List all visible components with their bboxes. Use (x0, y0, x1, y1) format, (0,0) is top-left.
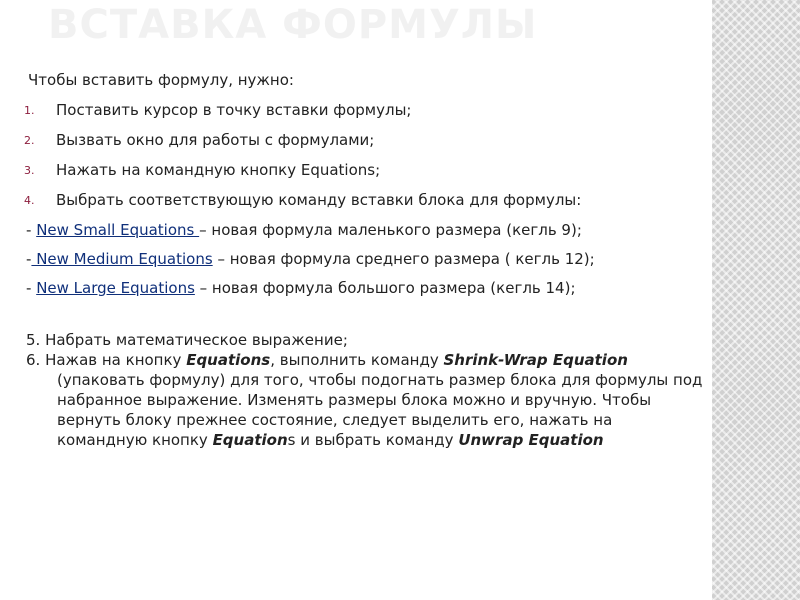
list-number: 2. (24, 134, 35, 147)
option-description: – новая формула маленького размера (кегль 9); (199, 221, 582, 239)
option-medium (26, 249, 706, 269)
list-item (26, 160, 706, 180)
text-run: 6. Нажав на кнопку (26, 351, 187, 369)
new-large-equations-link[interactable]: New Large Equations (36, 279, 195, 297)
slide-body (26, 70, 706, 450)
option-dash: - (26, 221, 37, 239)
unwrap-term: Unwrap Equation (458, 431, 604, 449)
list-number: 4. (24, 194, 35, 207)
decorative-side-panel (712, 0, 800, 600)
list-number: 3. (24, 164, 35, 177)
equations-term: Equations (186, 351, 271, 369)
spacer (26, 307, 706, 330)
option-large (26, 278, 706, 298)
list-item-text: Поставить курсор в точку вставки формулы; (56, 101, 412, 119)
list-item (26, 130, 706, 150)
text-run: (упаковать формулу) для того, чтобы подогнать размер блока для формулы под набранное выражение. Изменять размеры блока можно и вручную. Чтобы вернуть блоку прежнее состояние, следует выделить его, нажать на командную кнопку (57, 371, 703, 449)
list-item (26, 100, 706, 120)
text-run: s и выбрать команду (287, 431, 459, 449)
option-dash: - (26, 279, 37, 297)
new-small-equations-link[interactable]: New Small Equations (36, 221, 200, 239)
steps-list (26, 100, 706, 210)
step-6-text (26, 350, 706, 450)
slide-title: ВСТАВКА ФОРМУЛЫ (48, 2, 538, 48)
list-item-text: Нажать на командную кнопку Equations; (56, 161, 381, 179)
list-item-text: Вызвать окно для работы с формулами; (56, 131, 375, 149)
list-item (26, 190, 706, 210)
list-number: 1. (24, 104, 35, 117)
option-description: – новая формула большого размера (кегль 14); (194, 279, 576, 297)
equation-term: Equation (212, 431, 288, 449)
step-5-text: 5. Набрать математическое выражение; (26, 331, 348, 349)
list-item-text: Выбрать соответствующую команду вставки блока для формулы: (56, 191, 582, 209)
option-dash: - (26, 250, 32, 268)
option-small (26, 220, 706, 240)
intro-text: Чтобы вставить формулу, нужно: (28, 71, 294, 89)
new-medium-equations-link[interactable]: New Medium Equations (31, 250, 213, 268)
shrink-wrap-term: Shrink-Wrap Equation (443, 351, 628, 369)
option-description: – новая формула среднего размера ( кегль 12); (212, 250, 595, 268)
text-run: , выполнить команду (270, 351, 444, 369)
